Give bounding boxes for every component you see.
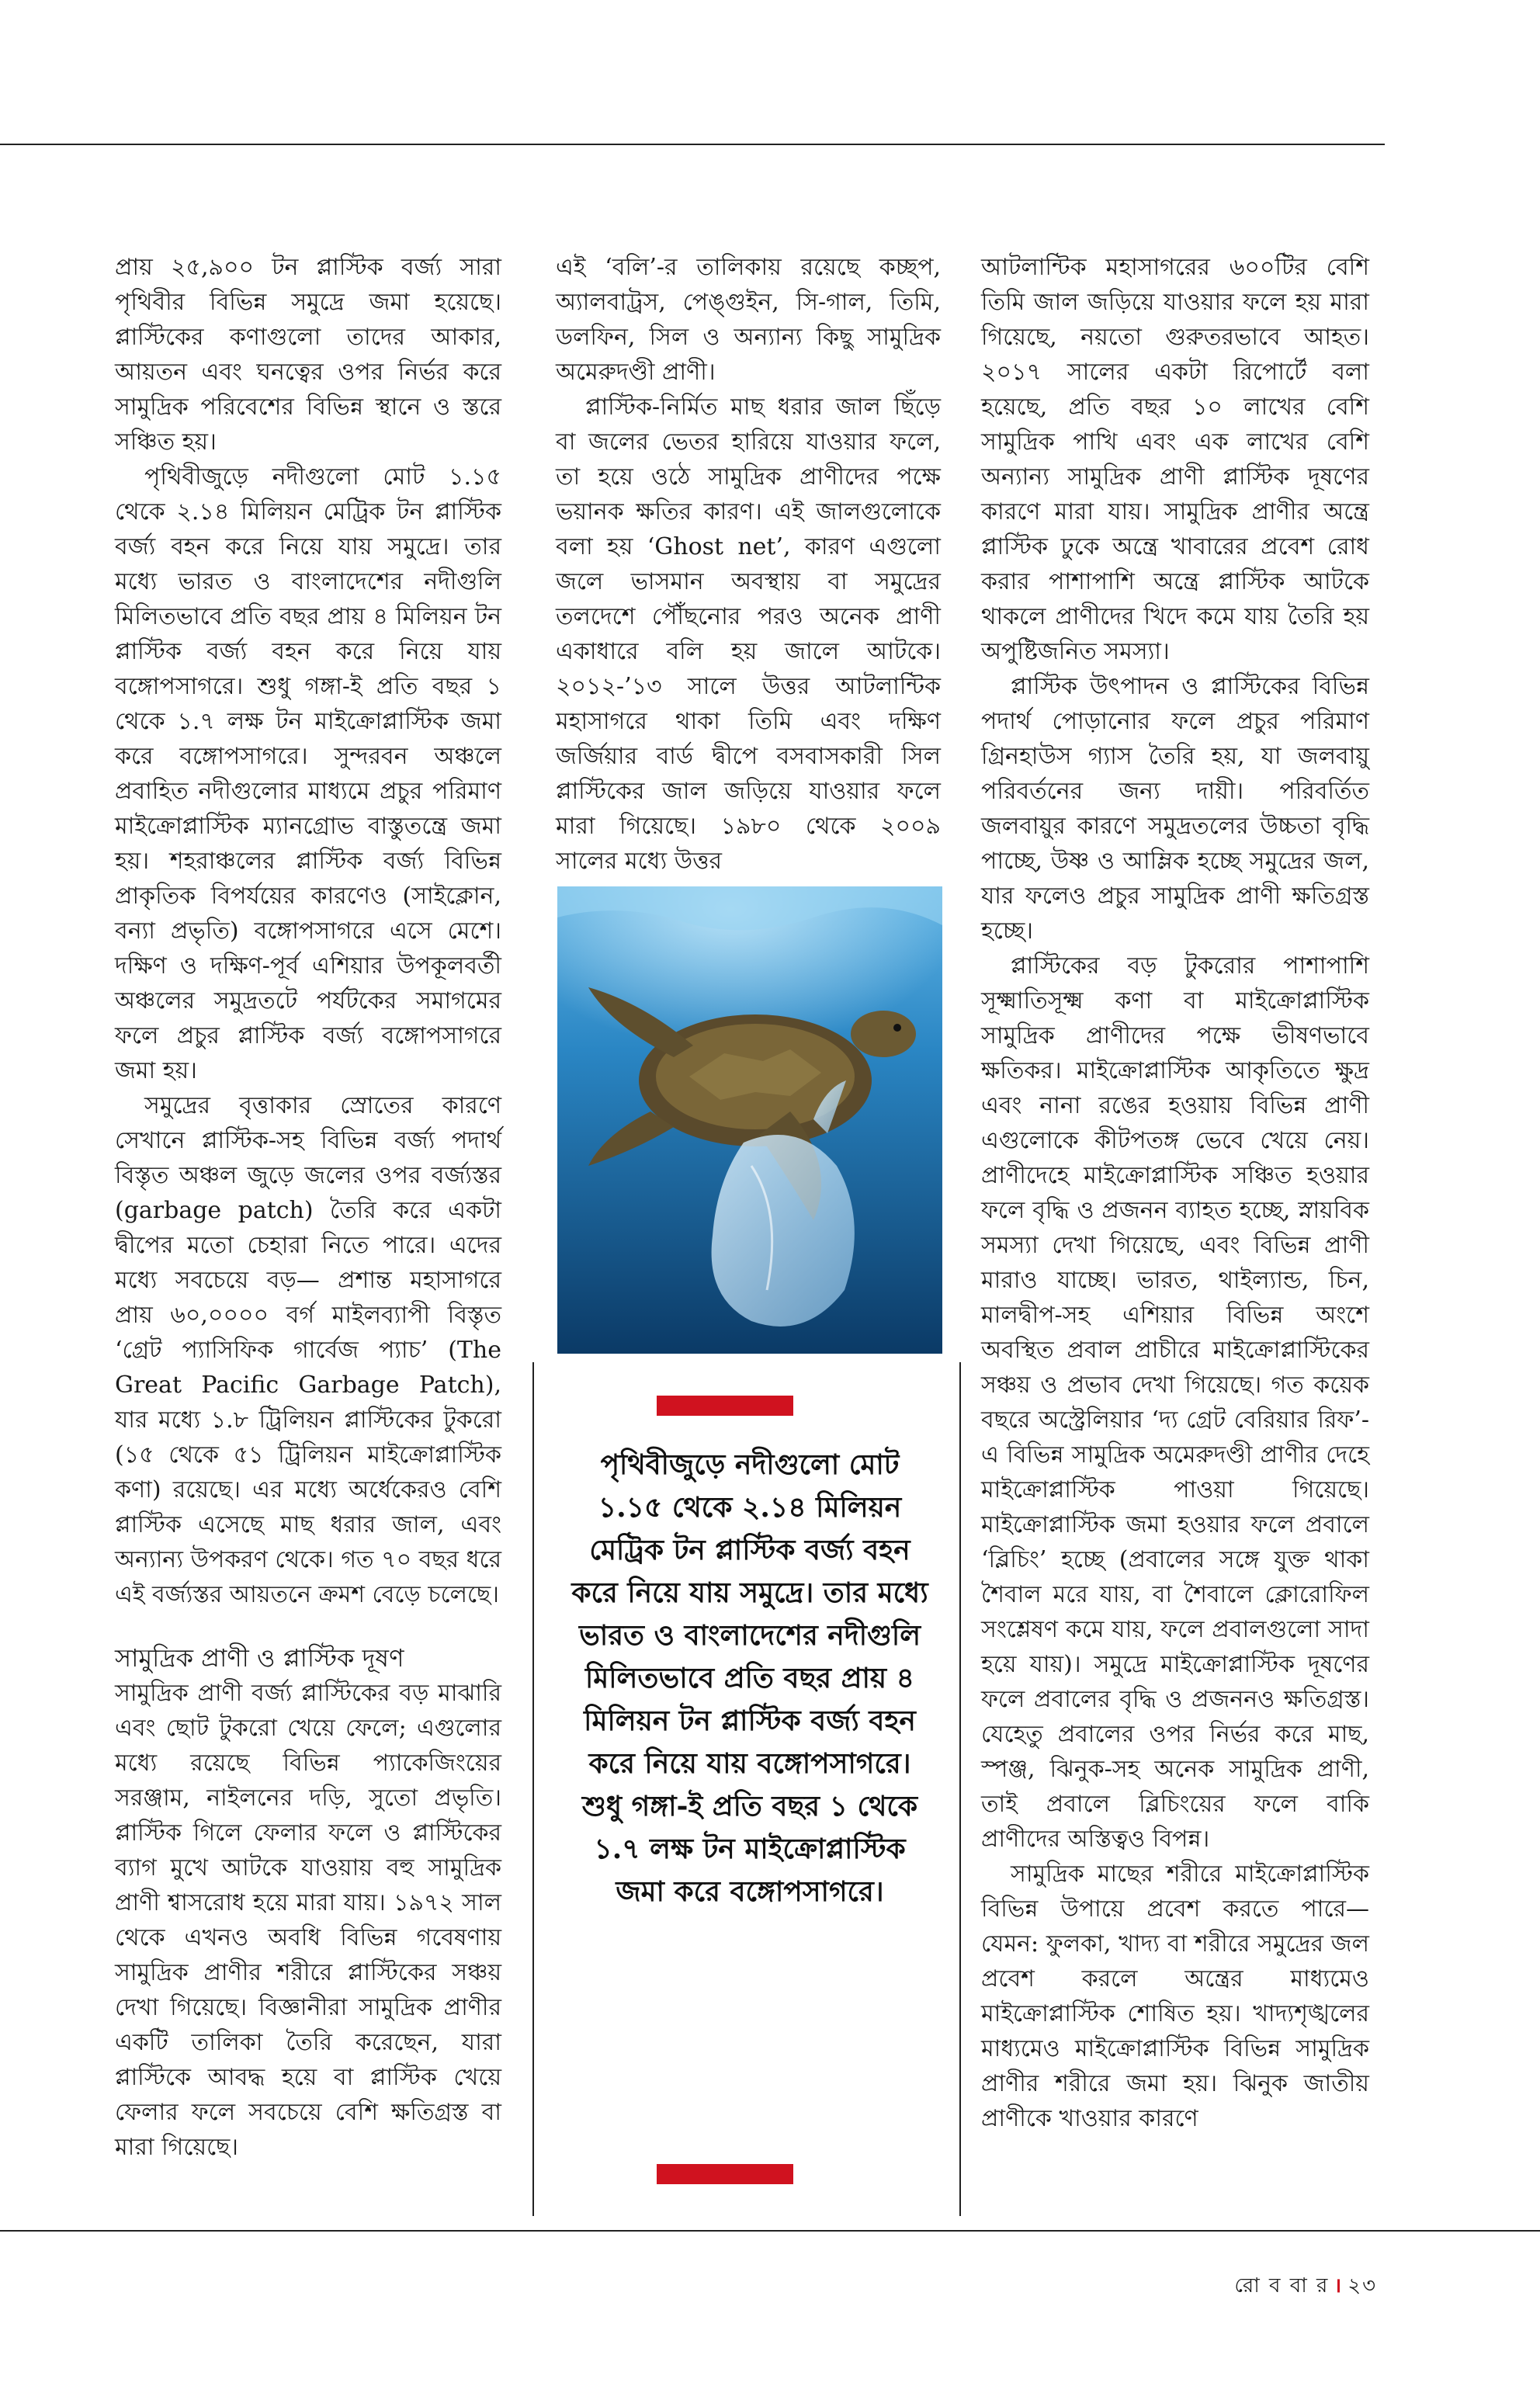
paragraph: প্লাস্টিক উৎপাদন ও প্লাস্টিকের বিভিন্ন পদার্থ পোড়ানোর ফলে প্রচুর পরিমাণ গ্রিনহাউস গ্যাস তৈরি হয়, যা জলবায়ু পরিবর্তনের জন্য দায়ী। পরিবর্তিত জলবায়ুর কারণে সমুদ্রতলের উচ্চতা বৃদ্ধি পাচ্ছে, উষ্ণ ও আম্লিক হচ্ছে সমুদ্রের জল, যার ফলেও প্রচুর সামুদ্রিক প্রাণী ক্ষতিগ্রস্ত হচ্ছে। — [981, 673, 1369, 945]
page-number: ২৩ — [1348, 2274, 1377, 2298]
sea-turtle-photo — [557, 886, 942, 1354]
page-folio — [1234, 2270, 1377, 2304]
paragraph: প্লাস্টিকের বড় টুকরোর পাশাপাশি সূক্ষ্মাতিসূক্ষ্ম কণা বা মাইক্রোপ্লাস্টিক সামুদ্রিক প্রাণীদের পক্ষে ভীষণভাবে ক্ষতিকর। মাইক্রোপ্লাস্টিক আকৃতিতে ক্ষুদ্র এবং নানা রঙের হওয়ায় বিভিন্ন প্রাণী এগুলোকে কীটপতঙ্গ ভেবে খেয়ে নেয়। প্রাণীদেহে মাইক্রোপ্লাস্টিক সঞ্চিত হওয়ার ফলে বৃদ্ধি ও প্রজনন ব্যাহত হচ্ছে, স্নায়বিক সমস্যা দেখা গিয়েছে, এবং বিভিন্ন প্রাণী মারাও যাচ্ছে। ভারত, থাইল্যান্ড, চিন, মালদ্বীপ-সহ এশিয়ার বিভিন্ন অংশে অবস্থিত প্রবাল প্রাচীরে মাইক্রোপ্লাস্টিকের সঞ্চয় ও প্রভাব দেখা গিয়েছে। গত কয়েক বছরে অস্ট্রেলিয়ার ‘দ্য গ্রেট বেরিয়ার রিফ’-এ বিভিন্ন সামুদ্রিক অমেরুদণ্ডী প্রাণীর দেহে মাইক্রোপ্লাস্টিক পাওয়া গিয়েছে। মাইক্রোপ্লাস্টিক জমা হওয়ার ফলে প্রবালে ‘ব্লিচিং’ হচ্ছে (প্রবালের সঙ্গে যুক্ত থাকা শৈবাল মরে যায়, বা শৈবালে ক্লোরোফিল সংশ্লেষণ কমে যায়, ফলে প্রবালগুলো সাদা হয়ে যায়)। সমুদ্রে মাইক্রোপ্লাস্টিক দূষণের ফলে প্রবালের বৃদ্ধি ও প্রজননও ক্ষতিগ্রস্ত। যেহেতু প্রবালের ওপর নির্ভর করে মাছ, স্পঞ্জ, ঝিনুক-সহ অনেক সামুদ্রিক প্রাণী, তাই প্রবালে ব্লিচিংয়ের ফলে বাকি প্রাণীদের অস্তিত্বও বিপন্ন। — [981, 952, 1369, 1853]
paragraph: সামুদ্রিক প্রাণী বর্জ্য প্লাস্টিকের বড় মাঝারি এবং ছোট টুকরো খেয়ে ফেলে; এগুলোর মধ্যে রয়েছে বিভিন্ন প্যাকেজিংয়ের সরঞ্জাম, নাইলনের দড়ি, সুতো প্রভৃতি। প্লাস্টিক গিলে ফেলার ফলে ও প্লাস্টিকের ব্যাগ মুখে আটকে যাওয়ায় বহু সামুদ্রিক প্রাণী শ্বাসরোধ হয়ে মারা যায়। ১৯৭২ সাল থেকে এখনও অবধি বিভিন্ন গবেষণায় সামুদ্রিক প্রাণীর শরীরে প্লাস্টিকের সঞ্চয় দেখা গিয়েছে। বিজ্ঞানীরা সামুদ্রিক প্রাণীর একটি তালিকা তৈরি করেছেন, যারা প্লাস্টিকে আবদ্ধ হয়ে বা প্লাস্টিক খেয়ে ফেলার ফলে সবচেয়ে বেশি ক্ষতিগ্রস্ত বা মারা গিয়েছে। — [115, 1680, 501, 2161]
paragraph: প্লাস্টিক-নির্মিত মাছ ধরার জাল ছিঁড়ে বা জলের ভেতর হারিয়ে যাওয়ার ফলে, তা হয়ে ওঠে সামুদ্রিক প্রাণীদের পক্ষে ভয়ানক ক্ষতির কারণ। এই জালগুলোকে বলা হয় ‘Ghost net’, কারণ এগুলো জলে ভাসমান অবস্থায় বা সমুদ্রের তলদেশে পৌঁছনোর পরও অনেক প্রাণী একাধারে বলি হয় জালে আটকে। ২০১২-’১৩ সালে উত্তর আটলান্টিক মহাসাগরে থাকা তিমি এবং দক্ষিণ জর্জিয়ার বার্ড দ্বীপে বসবাসকারী সিল প্লাস্টিকের জাল জড়িয়ে যাওয়ার ফলে মারা গিয়েছে। ১৯৮০ থেকে ২০০৯ সালের মধ্যে উত্তর — [556, 394, 941, 875]
article-column-1 — [115, 250, 501, 2237]
pullquote-top-bar — [657, 1396, 793, 1416]
paragraph: প্রায় ২৫,৯০০ টন প্লাস্টিক বর্জ্য সারা পৃথিবীর বিভিন্ন সমুদ্রে জমা হয়েছে। প্লাস্টিকের কণাগুলো তাদের আকার, আয়তন এবং ঘনত্বের ওপর নির্ভর করে সামুদ্রিক পরিবেশের বিভিন্ন স্থানে ও স্তরে সঞ্চিত হয়। — [115, 254, 501, 456]
article-column-2 — [556, 250, 941, 875]
footer-rule — [0, 2230, 1540, 2232]
paragraph: আটলান্টিক মহাসাগরের ৬০০টির বেশি তিমি জাল জড়িয়ে যাওয়ার ফলে হয় মারা গিয়েছে, নয়তো গুরুতরভাবে আহত। ২০১৭ সালের একটা রিপোর্টে বলা হয়েছে, প্রতি বছর ১০ লাখের বেশি সামুদ্রিক পাখি এবং এক লাখের বেশি অন্যান্য সামুদ্রিক প্রাণী প্লাস্টিক দূষণের কারণে মারা যায়। সামুদ্রিক প্রাণীর অন্ত্রে প্লাস্টিক ঢুকে অন্ত্রে খাবারের প্রবেশ রোধ করার পাশাপাশি অন্ত্রে প্লাস্টিক আটকে থাকলে প্রাণীদের খিদে কমে যায় তৈরি হয় অপুষ্টিজনিত সমস্যা। — [981, 254, 1369, 665]
pullquote-bottom-bar — [657, 2164, 793, 2184]
header-rule — [0, 144, 1385, 145]
sea-turtle-illustration — [557, 886, 942, 1354]
paragraph: পৃথিবীজুড়ে নদীগুলো মোট ১.১৫ থেকে ২.১৪ মিলিয়ন মেট্রিক টন প্লাস্টিক বর্জ্য বহন করে নিয়ে যায় সমুদ্রে। তার মধ্যে ভারত ও বাংলাদেশের নদীগুলি মিলিতভাবে প্রতি বছর প্রায় ৪ মিলিয়ন টন প্লাস্টিক বর্জ্য বহন করে নিয়ে যায় বঙ্গোপসাগরে। শুধু গঙ্গা-ই প্রতি বছর ১ থেকে ১.৭ লক্ষ টন মাইক্রোপ্লাস্টিক জমা করে বঙ্গোপসাগরে। সুন্দরবন অঞ্চলে প্রবাহিত নদীগুলোর মাধ্যমে প্রচুর পরিমাণ মাইক্রোপ্লাস্টিক ম্যানগ্রোভ বাস্তুতন্ত্রে জমা হয়। শহরাঞ্চলের প্লাস্টিক বর্জ্য বিভিন্ন প্রাকৃতিক বিপর্যয়ের কারণেও (সাইক্লোন, বন্যা প্রভৃতি) বঙ্গোপসাগরে এসে মেশে। দক্ষিণ ও দক্ষিণ-পূর্ব এশিয়ার উপকূলবর্তী অঞ্চলের সমুদ্রতটে পর্যটকের সমাগমের ফলে প্রচুর প্লাস্টিক বর্জ্য বঙ্গোপসাগরে জমা হয়। — [115, 463, 501, 1084]
folio-separator: । — [1334, 2274, 1344, 2298]
column-divider — [959, 1362, 961, 2216]
paragraph: সমুদ্রের বৃত্তাকার স্রোতের কারণে সেখানে প্লাস্টিক-সহ বিভিন্ন বর্জ্য পদার্থ বিস্তৃত অঞ্চল জুড়ে জলের ওপর বর্জ্যস্তর (garbage patch) তৈরি করে একটা দ্বীপের মতো চেহারা নিতে পারে। এদের মধ্যে সবচেয়ে বড়— প্রশান্ত মহাসাগরে প্রায় ৬০,০০০০ বর্গ মাইলব্যাপী বিস্তৃত ‘গ্রেট প্যাসিফিক গার্বেজ প্যাচ’ (The Great Pacific Garbage Patch), যার মধ্যে ১.৮ ট্রিলিয়ন প্লাস্টিকের টুকরো (১৫ থেকে ৫১ ট্রিলিয়ন মাইক্রোপ্লাস্টিক কণা) রয়েছে। এর মধ্যে অর্ধেকেরও বেশি প্লাস্টিক এসেছে মাছ ধরার জাল, এবং অন্যান্য উপকরণ থেকে। গত ৭০ বছর ধরে এই বর্জ্যস্তর আয়তনে ক্রমশ বেড়ে চলেছে। — [115, 1092, 501, 1608]
section-heading: সামুদ্রিক প্রাণী ও প্লাস্টিক দূষণ — [115, 1643, 404, 1673]
paragraph: সামুদ্রিক মাছের শরীরে মাইক্রোপ্লাস্টিক বিভিন্ন উপায়ে প্রবেশ করতে পারে— যেমন: ফুলকা, খাদ্য বা শরীরে সমুদ্রের জল প্রবেশ করলে অন্ত্রের মাধ্যমেও মাইক্রোপ্লাস্টিক শোষিত হয়। খাদ্যশৃঙ্খলের মাধ্যমেও মাইক্রোপ্লাস্টিক বিভিন্ন সামুদ্রিক প্রাণীর শরীরে জমা হয়। ঝিনুক জাতীয় প্রাণীকে খাওয়ার কারণে — [981, 1861, 1369, 2132]
column-divider — [532, 1362, 534, 2216]
magazine-name: রো ব বা র — [1234, 2274, 1330, 2298]
pull-quote: পৃথিবীজুড়ে নদীগুলো মোট ১.১৫ থেকে ২.১৪ মিলিয়ন মেট্রিক টন প্লাস্টিক বর্জ্য বহন করে নিয়ে যায় সমুদ্রে। তার মধ্যে ভারত ও বাংলাদেশের নদীগুলি মিলিতভাবে প্রতি বছর প্রায় ৪ মিলিয়ন টন প্লাস্টিক বর্জ্য বহন করে নিয়ে যায় বঙ্গোপসাগরে। শুধু গঙ্গা-ই প্রতি বছর ১ থেকে ১.৭ লক্ষ টন মাইক্রোপ্লাস্টিক জমা করে বঙ্গোপসাগরে। — [571, 1448, 928, 1908]
paragraph: এই ‘বলি’-র তালিকায় রয়েছে কচ্ছপ, অ্যালবাট্রস, পেঙ্গুইন, সি-গাল, তিমি, ডলফিন, সিল ও অন্যান্য কিছু সামুদ্রিক অমেরুদণ্ডী প্রাণী। — [556, 254, 941, 386]
article-column-3 — [981, 250, 1369, 2237]
